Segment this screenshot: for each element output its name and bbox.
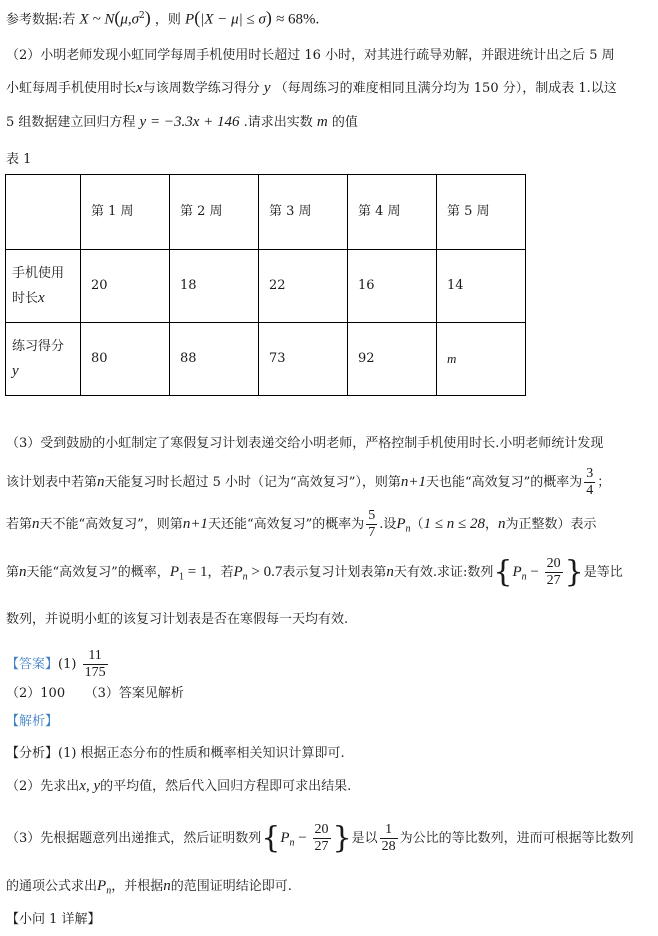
table-header-cell: 第 2 周 xyxy=(170,175,259,250)
fraction-3-4: $\frac{3}{4}$ xyxy=(586,466,594,498)
table-cell: 20 xyxy=(81,250,170,323)
fraction-20-27: $\frac{20}{27}$ xyxy=(546,556,561,588)
left-brace: { xyxy=(493,554,513,590)
table-cell: 80 xyxy=(81,323,170,396)
table-header-cell: 第 4 周 xyxy=(348,175,437,250)
q2-line-3: 5 组数据建立回归方程 y = −3.3x + 146 .请求出实数 m 的值 xyxy=(6,114,358,130)
analysis-label: 【解析】 xyxy=(6,714,59,729)
answer-line-2: （2）100 （3）答案见解析 xyxy=(6,686,184,701)
analysis-line-4: 的通项公式求出$P_n$，并根据n的范围证明结论即可. xyxy=(6,878,292,897)
answer-line-1: 【答案】(1) $\frac{11}{175}$ xyxy=(6,648,106,680)
table-caption: 表 1 xyxy=(6,152,32,167)
left-brace: { xyxy=(261,820,281,856)
fraction-11-175: $\frac{11}{175}$ xyxy=(84,648,106,680)
table-cell: 16 xyxy=(348,250,437,323)
table-row xyxy=(6,250,526,323)
right-brace: } xyxy=(332,820,352,856)
table-header-cell: 第 3 周 xyxy=(259,175,348,250)
q3-line-4: 第n天能“高效复习”的概率，$P_1 = 1$，若$P_n > 0.7$表示复习计划表第n天有效.求证:数列{$P_n$ − $\frac{20}{27}$ }是等比 xyxy=(6,554,623,590)
table-row xyxy=(6,323,526,396)
regression-equation: y = −3.3x + 146 xyxy=(139,114,240,130)
fraction-20-27: $\frac{20}{27}$ xyxy=(314,822,329,854)
table-header-cell: 第 5 周 xyxy=(437,175,526,250)
q3-line-3: 若第n天不能“高效复习”，则第n+1天还能“高效复习”的概率为 $\frac{5}{7}$ .设$P_n(1 \le n \le 28$，n为正整数）表示 xyxy=(6,508,597,540)
table-cell: m xyxy=(437,323,526,396)
q3-line-1: （3）受到鼓励的小虹制定了寒假复习计划表递交给小明老师，严格控制手机使用时长.小明老师统计发现 xyxy=(6,436,604,451)
fraction-5-7: $\frac{5}{7}$ xyxy=(368,508,376,540)
answer-label: 【答案】 xyxy=(6,657,59,672)
table-cell: 73 xyxy=(259,323,348,396)
table-cell: 18 xyxy=(170,250,259,323)
sub-question-heading: 【小问 1 详解】 xyxy=(6,912,101,927)
table-header-cell: 第 1 周 xyxy=(81,175,170,250)
q2-line-2: 小虹每周手机使用时长x与该周数学练习得分 y （每周练习的难度相同且满分均为 150 分），制成表 1.以这 xyxy=(6,80,617,96)
row-label: 练习得分 y xyxy=(6,323,81,396)
table-header-row xyxy=(6,175,526,250)
table-cell: 88 xyxy=(170,323,259,396)
row-label: 手机使用 时长x xyxy=(6,250,81,323)
analysis-line-3: （3）先根据题意列出递推式，然后证明数列{$P_n$ − $\frac{20}{27}$ }是以 $\frac{1}{28}$ 为公比的等比数列，进而可根据等比数列 xyxy=(6,820,634,856)
table-cell: 92 xyxy=(348,323,437,396)
q3-line-2: 该计划表中若第n天能复习时长超过 5 小时（记为“高效复习”），则第n+1天也能“高效复习”的概率为 $\frac{3}{4}$ ； xyxy=(6,466,611,498)
data-table xyxy=(5,174,526,396)
table-cell: 22 xyxy=(259,250,348,323)
q2-line-1: （2）小明老师发现小虹同学每周手机使用时长超过 16 小时，对其进行疏导劝解，并跟进统计出之后 5 周 xyxy=(6,48,615,63)
analysis-line-2: （2）先求出x, y的平均值，然后代入回归方程即可求出结果. xyxy=(6,778,352,794)
table-cell: 14 xyxy=(437,250,526,323)
table-header-cell xyxy=(6,175,81,250)
analysis-line-1: 【分析】(1) 根据正态分布的性质和概率相关知识计算即可. xyxy=(6,746,345,761)
reference-data: 参考数据:若 X ~ $N(\mu,\sigma^2)$ ，则 P(|X − μ| ≤ σ) ≈ 68%. xyxy=(6,7,320,28)
fraction-1-28: $\frac{1}{28}$ xyxy=(381,822,396,854)
right-brace: } xyxy=(564,554,584,590)
q3-line-5: 数列，并说明小虹的该复习计划表是否在寒假每一天均有效. xyxy=(6,612,349,627)
